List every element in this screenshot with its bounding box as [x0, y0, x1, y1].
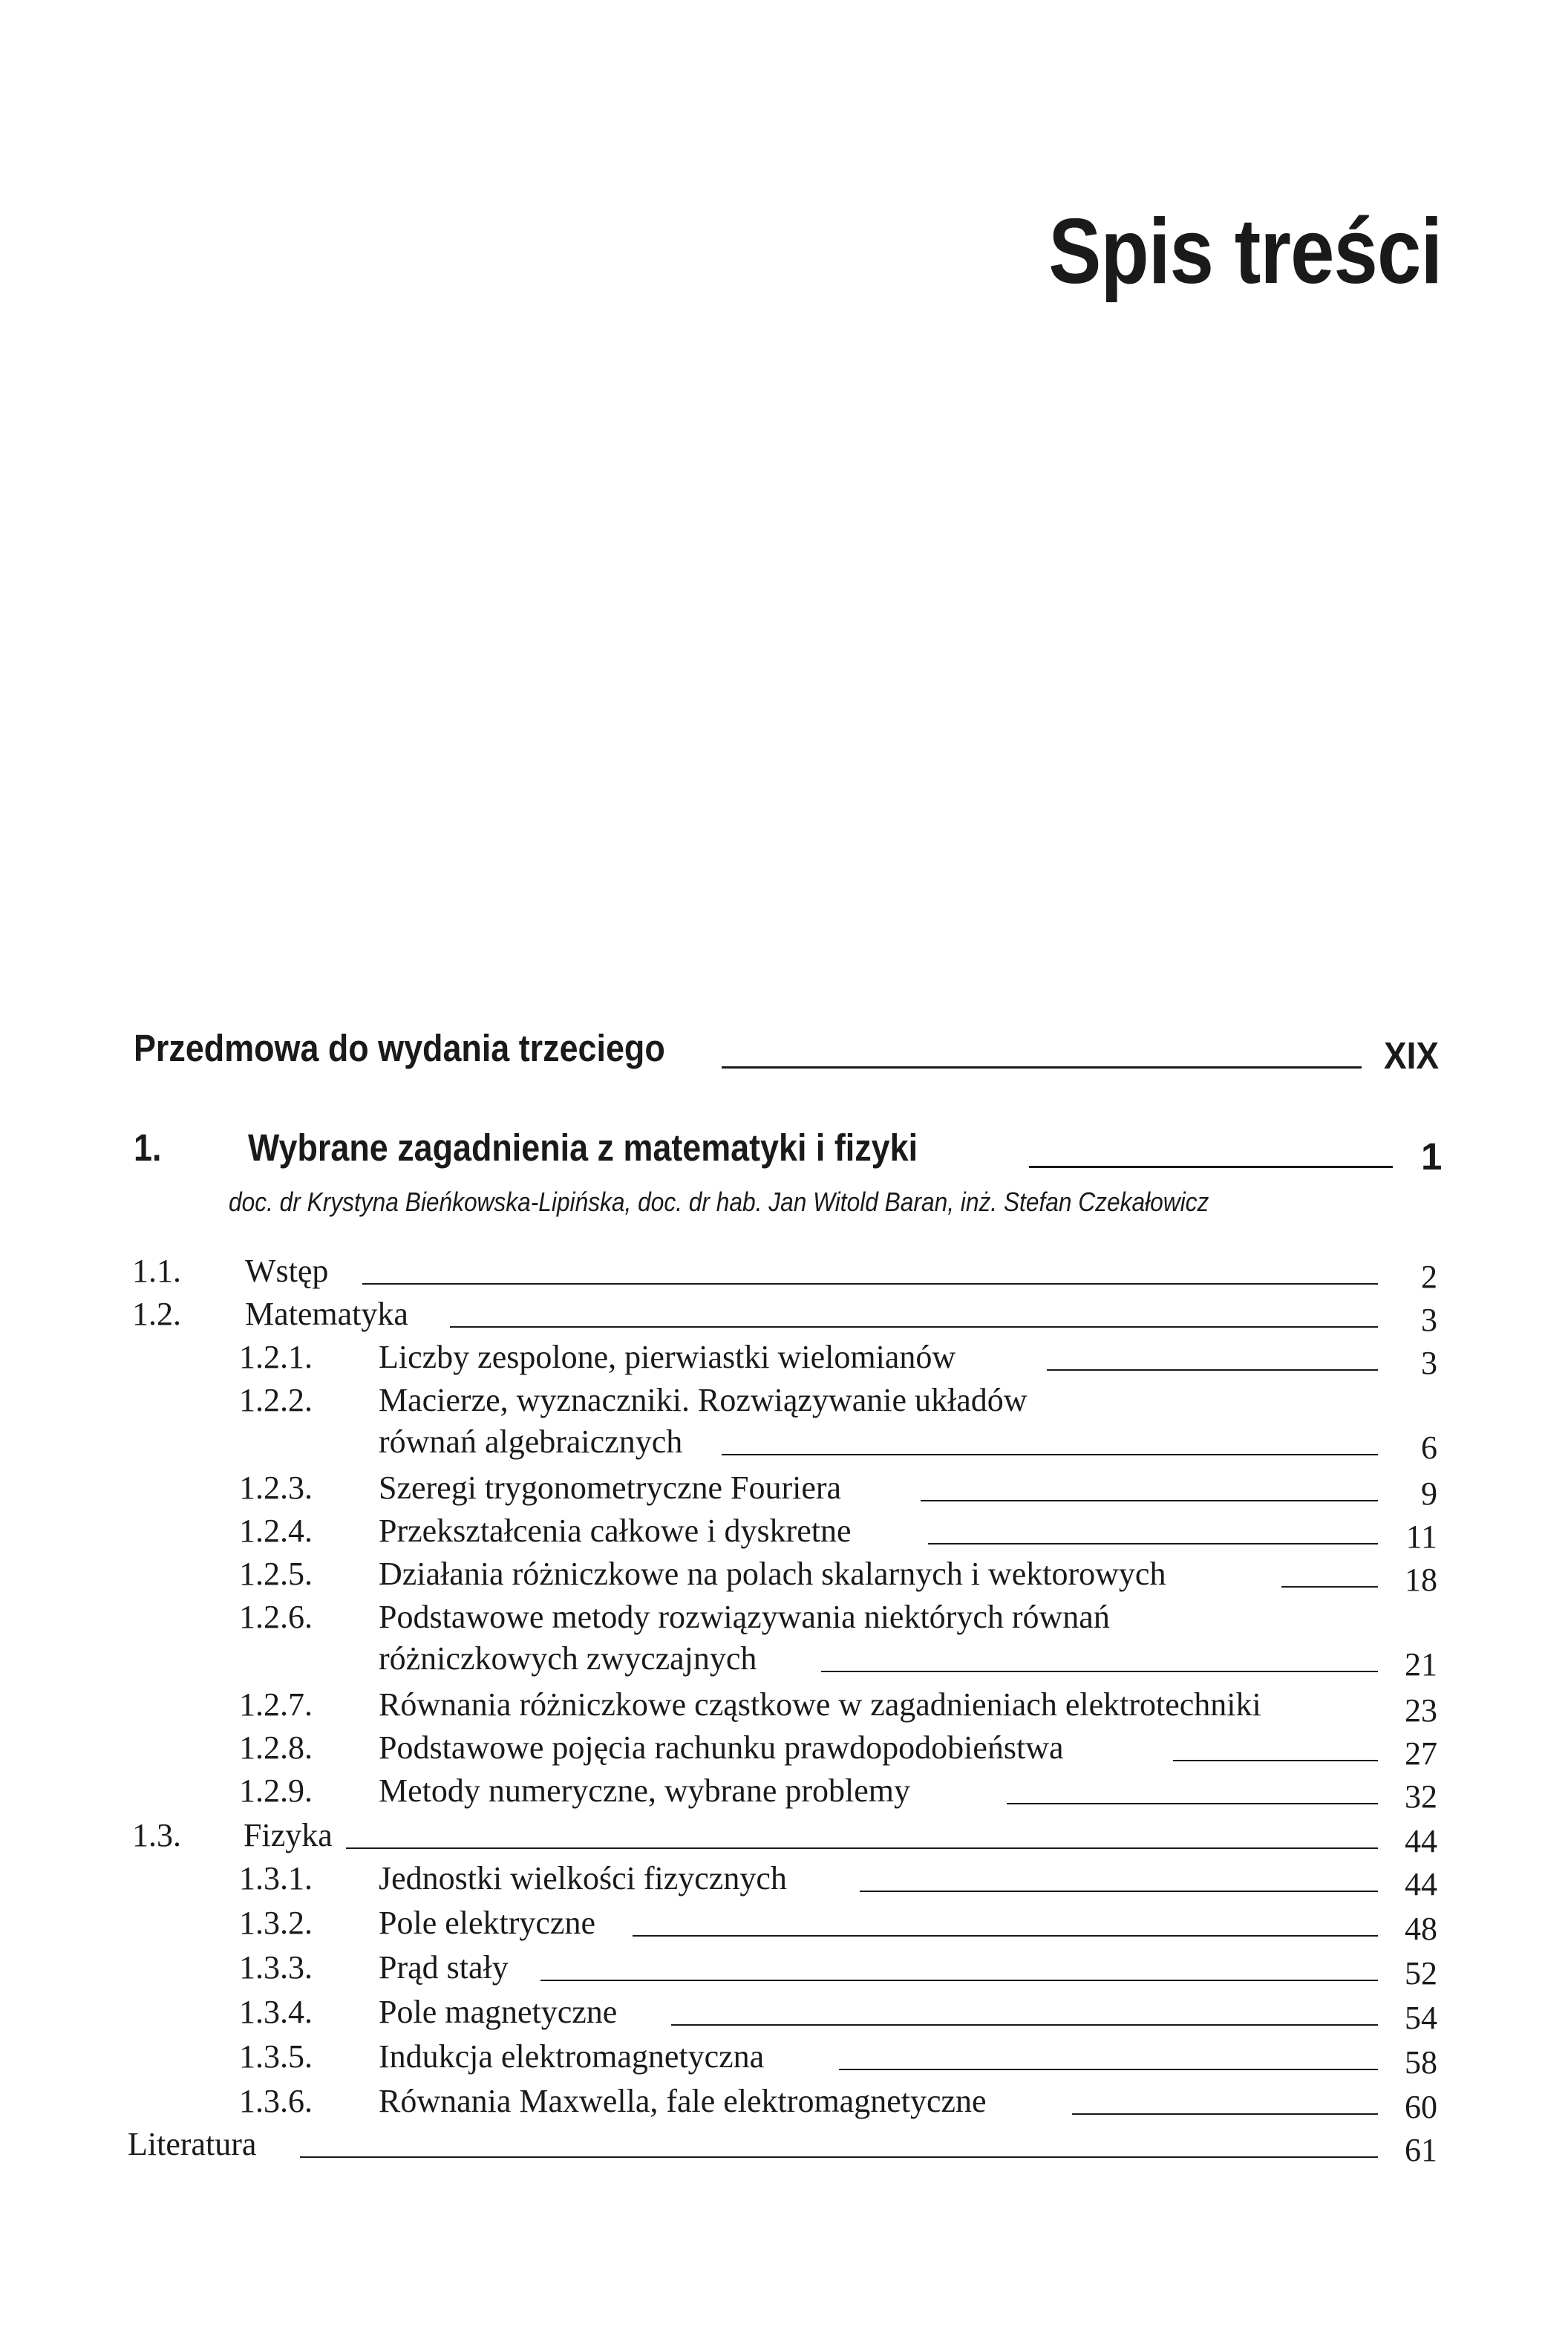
entry-leader [362, 1283, 1378, 1285]
entry-leader [839, 2069, 1378, 2070]
entry-page: 48 [1405, 1911, 1437, 1947]
entry-title: Pole elektryczne [379, 1905, 595, 1941]
toc-entry[interactable] [0, 1250, 1568, 1295]
entry-number: 1.2.4. [239, 1513, 313, 1549]
page-title: Spis treści [1048, 200, 1442, 303]
entry-number: 1.2.6. [239, 1599, 313, 1635]
entry-number: 1.2.7. [239, 1686, 313, 1723]
entry-number: 1.3.3. [239, 1949, 313, 1986]
entry-leader [928, 1543, 1378, 1545]
preface-title: Przedmowa do wydania trzeciego [134, 1027, 665, 1069]
entry-title: Szeregi trygonometryczne Fouriera [379, 1470, 842, 1506]
entry-title: Prąd stały [379, 1949, 509, 1986]
chapter-number: 1. [134, 1126, 162, 1169]
toc-entry[interactable] [0, 1770, 1568, 1815]
entry-page: 2 [1421, 1259, 1437, 1295]
toc-entry[interactable] [0, 2081, 1568, 2125]
entry-number: 1.2.5. [239, 1556, 313, 1592]
entry-number: 1.2.3. [239, 1470, 313, 1506]
toc-entry[interactable] [0, 1858, 1568, 1902]
entry-number: 1.2.8. [239, 1729, 313, 1766]
entry-number: 1.2.2. [239, 1382, 313, 1418]
entry-page: 60 [1405, 2089, 1437, 2125]
toc-entry[interactable] [0, 1596, 1568, 1638]
entry-title: Działania różniczkowe na polach skalarnych i wektorowych [379, 1556, 1166, 1592]
toc-entry-literature[interactable] [0, 2124, 1568, 2168]
entry-number: 1.1. [132, 1253, 181, 1289]
entry-leader [633, 1935, 1378, 1937]
entry-number: 1.2.9. [239, 1772, 313, 1809]
entry-number: 1.2.1. [239, 1339, 313, 1375]
entry-page: 58 [1405, 2044, 1437, 2081]
entry-page: 11 [1405, 1519, 1437, 1555]
entry-title: Literatura [128, 2126, 257, 2162]
entry-page: 3 [1421, 1345, 1437, 1381]
entry-page: 52 [1405, 1955, 1437, 1992]
toc-entry[interactable] [0, 1902, 1568, 1947]
toc-entry-continuation[interactable] [0, 1638, 1568, 1683]
entry-number: 1.3.4. [239, 1994, 313, 2030]
toc-entry[interactable] [0, 1553, 1568, 1598]
entry-leader [540, 1980, 1378, 1981]
entry-page: 44 [1405, 1823, 1437, 1859]
entry-page: 18 [1405, 1562, 1437, 1598]
entry-title-continued: różniczkowych zwyczajnych [379, 1640, 757, 1677]
entry-number: 1.3.2. [239, 1905, 313, 1941]
toc-entry[interactable] [0, 1992, 1568, 2036]
entry-page: 54 [1405, 2000, 1437, 2036]
toc-entry[interactable] [0, 1294, 1568, 1338]
chapter-leader [1029, 1166, 1393, 1168]
entry-page: 23 [1405, 1692, 1437, 1729]
entry-page: 44 [1405, 1866, 1437, 1902]
entry-title: Metody numeryczne, wybrane problemy [379, 1772, 910, 1809]
entry-title: Matematyka [245, 1296, 408, 1332]
entry-page: 21 [1405, 1646, 1437, 1683]
entry-leader [1173, 1760, 1378, 1761]
entry-leader [671, 2024, 1378, 2026]
entry-title: Liczby zespolone, pierwiastki wielomianów [379, 1339, 956, 1375]
entry-number: 1.3.6. [239, 2083, 313, 2119]
entry-page: 6 [1421, 1429, 1437, 1466]
entry-number: 1.3.5. [239, 2038, 313, 2075]
entry-leader [821, 1671, 1378, 1672]
toc-entry[interactable] [0, 1337, 1568, 1381]
entry-title: Przekształcenia całkowe i dyskretne [379, 1513, 852, 1549]
toc-entry[interactable] [0, 1467, 1568, 1512]
entry-title: Równania różniczkowe cząstkowe w zagadnieniach elektrotechniki [379, 1686, 1261, 1723]
toc-entry[interactable] [0, 1684, 1568, 1729]
entry-leader [921, 1500, 1378, 1501]
toc-entry[interactable] [0, 1510, 1568, 1555]
entry-title: Macierze, wyznaczniki. Rozwiązywanie układów [379, 1382, 1028, 1418]
entry-number: 1.3.1. [239, 1860, 313, 1896]
chapter-authors: doc. dr Krystyna Bieńkowska-Lipińska, doc. dr hab. Jan Witold Baran, inż. Stefan Czekałowicz [229, 1187, 1209, 1217]
entry-leader [860, 1891, 1378, 1892]
entry-title: Indukcja elektromagnetyczna [379, 2038, 765, 2075]
entry-title: Pole magnetyczne [379, 1994, 618, 2030]
entry-page: 61 [1405, 2132, 1437, 2168]
entry-leader [300, 2156, 1378, 2158]
toc-entry[interactable] [0, 1947, 1568, 1992]
entry-leader [346, 1847, 1378, 1849]
chapter-title: Wybrane zagadnienia z matematyki i fizyki [248, 1126, 918, 1169]
entry-page: 32 [1405, 1778, 1437, 1815]
chapter-page: 1 [1421, 1135, 1443, 1178]
entry-title: Wstęp [245, 1253, 329, 1289]
toc-entry[interactable] [0, 2036, 1568, 2081]
entry-title: Fizyka [244, 1817, 333, 1853]
toc-entry[interactable] [0, 1727, 1568, 1772]
entry-title: Równania Maxwella, fale elektromagnetyczne [379, 2083, 987, 2119]
entry-leader [1047, 1369, 1378, 1371]
toc-entry-continuation[interactable] [0, 1421, 1568, 1466]
entry-leader [1072, 2113, 1378, 2115]
entry-number: 1.3. [132, 1817, 181, 1853]
entry-number: 1.2. [132, 1296, 181, 1332]
entry-page: 3 [1421, 1302, 1437, 1338]
entry-leader [1281, 1586, 1378, 1588]
entry-leader [722, 1454, 1378, 1455]
toc-entry[interactable] [0, 1380, 1568, 1421]
entry-leader [450, 1326, 1378, 1328]
preface-leader [722, 1066, 1362, 1069]
entry-title: Podstawowe pojęcia rachunku prawdopodobieństwa [379, 1729, 1064, 1766]
entry-leader [1007, 1803, 1378, 1804]
preface-page: XIX [1384, 1034, 1439, 1077]
toc-entry[interactable] [0, 1815, 1568, 1859]
entry-title-continued: równań algebraicznych [379, 1423, 683, 1460]
entry-page: 27 [1405, 1735, 1437, 1772]
entry-page: 9 [1421, 1475, 1437, 1512]
entry-title: Jednostki wielkości fizycznych [379, 1860, 787, 1896]
entry-title: Podstawowe metody rozwiązywania niektórych równań [379, 1599, 1110, 1635]
